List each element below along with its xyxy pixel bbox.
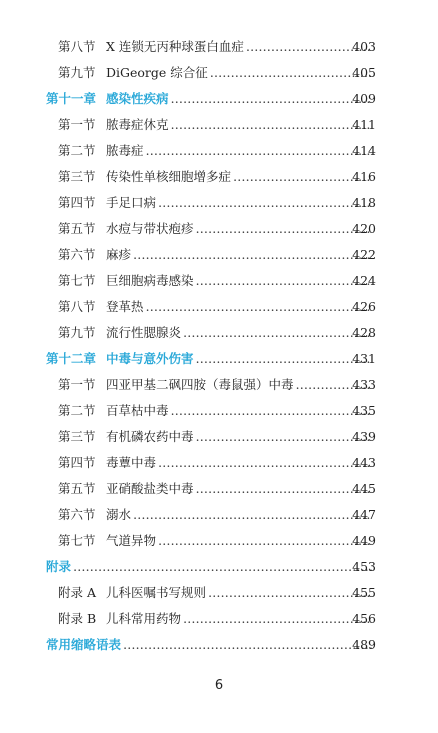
toc-page-number: 426 [352,299,376,314]
toc-section-label: 第一节 [58,117,96,132]
toc-entry[interactable] [0,36,438,58]
toc-title [106,62,372,84]
toc-title-text: 水痘与带状疱疹 [106,221,194,236]
dot-leader [196,273,372,288]
toc-section-label: 第五节 [58,481,96,496]
toc-title-text: 气道异物 [106,533,157,548]
toc-page-number: 447 [352,507,376,522]
toc-section-label: 第九节 [58,65,96,80]
toc-entry[interactable] [0,374,438,396]
toc-section-label: 第七节 [58,273,96,288]
toc-title [106,166,372,188]
toc-section-label: 第四节 [58,455,96,470]
toc-entry[interactable] [0,270,438,292]
toc-appendix-heading[interactable] [0,556,438,578]
toc-title-text: 脓毒症休克 [106,117,169,132]
toc-title-text: DiGeorge 综合征 [106,65,208,80]
toc-section-label: 第六节 [58,507,96,522]
toc-section-label: 第八节 [58,299,96,314]
toc-section-label: 第五节 [58,221,96,236]
dot-leader [196,221,372,236]
toc-entry[interactable] [0,192,438,214]
toc-page-number: 453 [352,559,376,574]
toc-title [106,218,372,240]
toc-title-text: 儿科医嘱书写规则 [106,585,207,600]
toc-chapter-label: 第十一章 [46,91,97,106]
dot-leader [183,325,372,340]
toc-title-text: 流行性腮腺炎 [106,325,182,340]
toc-abbreviations-heading[interactable] [0,634,438,656]
toc-section-label: 第九节 [58,325,96,340]
toc-title [106,296,372,318]
toc-entry[interactable] [0,322,438,344]
toc-entry[interactable] [0,504,438,526]
toc-title [46,634,372,656]
toc-section-label: 第四节 [58,195,96,210]
toc-section-label: 第二节 [58,143,96,158]
dot-leader [158,533,372,548]
toc-entry[interactable] [0,166,438,188]
dot-leader [158,455,372,470]
toc-page-number: 489 [352,637,376,652]
toc-title-text: 手足口病 [106,195,157,210]
toc-title [106,244,372,266]
dot-leader [196,351,372,366]
toc-appendix-entry[interactable] [0,608,438,630]
toc-section-label: 第二节 [58,403,96,418]
toc-title [106,400,372,422]
toc-entry[interactable] [0,530,438,552]
toc-page-number: 456 [352,611,376,626]
toc-title-text: 感染性疾病 [106,91,169,106]
toc-title-text: 常用缩略语表 [46,637,122,652]
toc-page-number: 445 [352,481,376,496]
dot-leader [171,91,372,106]
toc-title [106,530,372,552]
toc-page-number: 424 [352,273,376,288]
toc-page-number: 443 [352,455,376,470]
dot-leader [146,143,372,158]
toc-title [106,582,372,604]
toc-page-number: 416 [352,169,376,184]
toc-section-label: 第六节 [58,247,96,262]
toc-title-text: 毒蕈中毒 [106,455,157,470]
dot-leader [171,403,372,418]
toc-title [106,88,372,110]
toc-entry[interactable] [0,296,438,318]
dot-leader [158,195,372,210]
toc-chapter-entry[interactable] [0,348,438,370]
toc-page-number: 405 [352,65,376,80]
dot-leader [196,429,372,444]
toc-page-number: 411 [352,117,376,132]
toc-title-text: 附录 [46,559,72,574]
toc-page-number: 435 [352,403,376,418]
toc-title [106,504,372,526]
toc-chapter-entry[interactable] [0,88,438,110]
toc-section-label: 第三节 [58,169,96,184]
toc-page-number: 422 [352,247,376,262]
toc-section-label: 第一节 [58,377,96,392]
toc-chapter-label: 第十二章 [46,351,97,366]
toc-title-text: 百草枯中毒 [106,403,169,418]
toc-section-label: 附录 A [58,585,97,600]
toc-entry[interactable] [0,426,438,448]
toc-title [106,452,372,474]
toc-title-text: 巨细胞病毒感染 [106,273,194,288]
toc-section-label: 附录 B [58,611,97,626]
page-number-footer: 6 [214,678,224,693]
toc-page-number: 449 [352,533,376,548]
toc-title-text: 儿科常用药物 [106,611,182,626]
toc-title-text: 脓毒症 [106,143,144,158]
toc-page-number: 403 [352,39,376,54]
toc-title-text: 四亚甲基二砜四胺（毒鼠强）中毒 [106,377,294,392]
toc-section-label: 第三节 [58,429,96,444]
toc-page-number: 439 [352,429,376,444]
toc-entry[interactable] [0,478,438,500]
dot-leader [210,65,372,80]
toc-entry[interactable] [0,244,438,266]
toc-title [106,270,372,292]
toc-title-text: 麻疹 [106,247,132,262]
dot-leader [146,299,372,314]
toc-title-text: X 连锁无丙种球蛋白血症 [106,39,244,54]
toc-title [106,140,372,162]
toc-entry[interactable] [0,140,438,162]
toc-title [106,192,372,214]
toc-page-number: 455 [352,585,376,600]
toc-title-text: 溺水 [106,507,132,522]
toc-title-text: 有机磷农药中毒 [106,429,194,444]
toc-page-number: 431 [352,351,376,366]
toc-title [106,478,372,500]
toc-entry[interactable] [0,218,438,240]
dot-leader [73,559,372,574]
dot-leader [133,507,372,522]
toc-entry[interactable] [0,400,438,422]
dot-leader [208,585,372,600]
toc-title-text: 传染性单核细胞增多症 [106,169,232,184]
toc-page-number: 428 [352,325,376,340]
toc-entry[interactable] [0,114,438,136]
toc-title-text: 中毒与意外伤害 [106,351,194,366]
dot-leader [123,637,372,652]
dot-leader [171,117,372,132]
toc-title [106,608,372,630]
toc-section-label: 第七节 [58,533,96,548]
toc-title-text: 登革热 [106,299,144,314]
toc-page-number: 420 [352,221,376,236]
toc-page-number: 433 [352,377,376,392]
toc-title [106,348,372,370]
dot-leader [183,611,372,626]
toc-title-text: 亚硝酸盐类中毒 [106,481,194,496]
toc-title [106,322,372,344]
dot-leader [133,247,372,262]
toc-title [106,374,372,396]
dot-leader [196,481,372,496]
toc-title [106,114,372,136]
toc-title [46,556,372,578]
toc-entry[interactable] [0,62,438,84]
toc-section-label: 第八节 [58,39,96,54]
toc-entry[interactable] [0,452,438,474]
toc-title [106,36,372,58]
toc-title [106,426,372,448]
toc-appendix-entry[interactable] [0,582,438,604]
toc-page-number: 409 [352,91,376,106]
toc-page-number: 414 [352,143,376,158]
toc-page-number: 418 [352,195,376,210]
dot-leader [233,169,372,184]
